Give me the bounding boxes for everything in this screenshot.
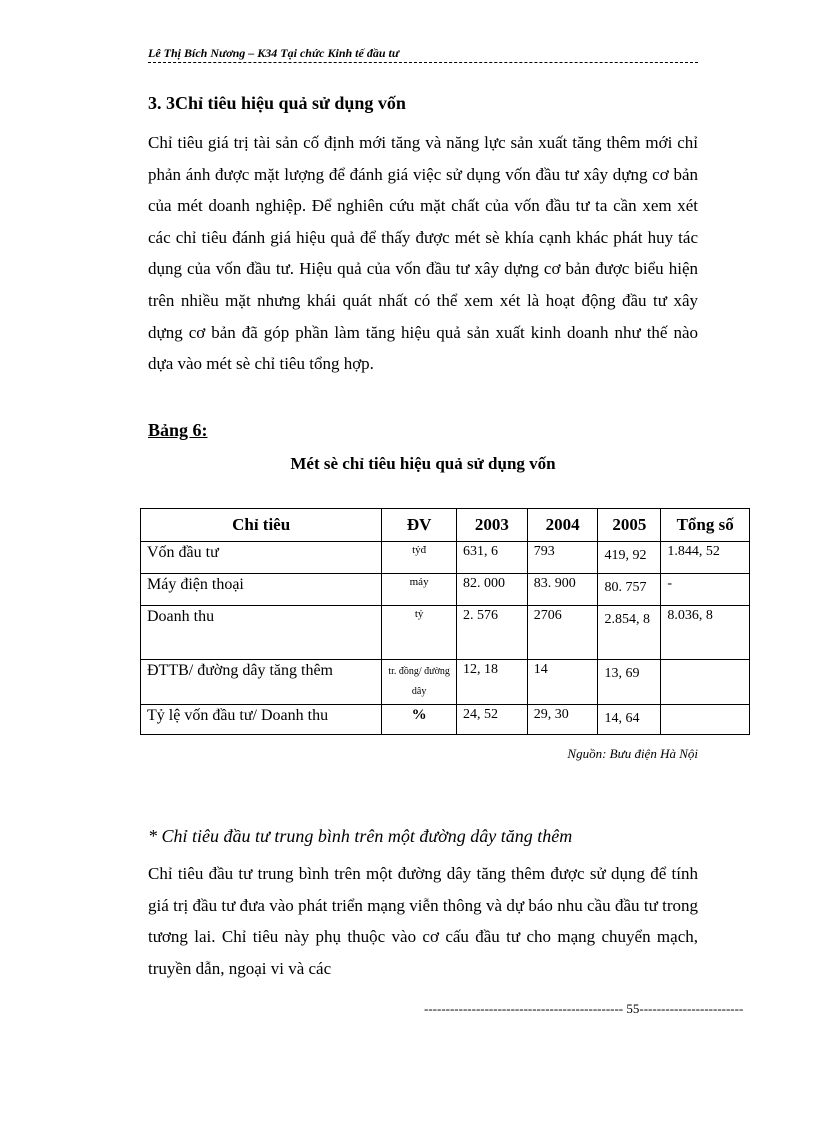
value-cell: 82. 000	[456, 574, 527, 606]
row-label: Tỷ lệ vốn đầu tư/ Doanh thu	[141, 705, 382, 735]
table-row	[141, 705, 750, 735]
table-header-row	[141, 509, 750, 542]
unit-cell: %	[382, 705, 457, 735]
table-row	[141, 606, 750, 660]
value-cell: 2.854, 8	[598, 606, 661, 660]
section-title: 3. 3Chỉ tiêu hiệu quả sử dụng vốn	[148, 93, 406, 113]
row-label: Doanh thu	[141, 606, 382, 660]
header-cell: 2004	[527, 509, 598, 542]
unit-cell: tỷđ	[382, 542, 457, 574]
row-label: ĐTTB/ đường dây tăng thêm	[141, 660, 382, 705]
footer-rule-left: ----------------------------------------------	[424, 1001, 624, 1016]
value-cell: 29, 30	[527, 705, 598, 735]
value-cell: 80. 757	[598, 574, 661, 606]
value-cell: 8.036, 8	[661, 606, 750, 660]
paragraph-intro: Chỉ tiêu giá trị tài sản cố định mới tăng và năng lực sản xuất tăng thêm mới chỉ phản ánh được mặt lượng để đánh giá việc sử dụng vốn đầu tư xây dựng cơ bản của mét doanh nghiệp. Để nghiên cứu mặt chất của vốn đầu tư ta cần xem xét các chỉ tiêu đánh giá hiệu quả để thấy được mét sè khía cạnh khác phát huy tác dụng của vốn đầu tư. Hiệu quả của vốn đầu tư xây dựng cơ bản được biểu hiện trên nhiều mặt nhưng khái quát nhất có thể xem xét là hoạt động đầu tư xây dựng cơ bản đã góp phần làm tăng hiệu quả sản xuất kinh doanh như thế nào dựa vào mét sè chỉ tiêu tổng hợp.	[148, 133, 698, 374]
indicators-table	[140, 508, 750, 735]
value-cell: 13, 69	[598, 660, 661, 705]
value-cell: 2706	[527, 606, 598, 660]
value-cell: 793	[527, 542, 598, 574]
page-footer	[424, 1001, 743, 1017]
sub-heading: * Chỉ tiêu đầu tư trung bình trên một đường dây tăng thêm	[148, 826, 573, 846]
table-label: Bảng 6:	[148, 420, 208, 440]
value-cell: 12, 18	[456, 660, 527, 705]
table-source: Nguồn: Bưu điện Hà Nội	[567, 746, 698, 761]
header-cell: ĐV	[382, 509, 457, 542]
row-label: Vốn đầu tư	[141, 542, 382, 574]
value-cell: 14	[527, 660, 598, 705]
value-cell: 1.844, 52	[661, 542, 750, 574]
unit-cell: tỷ	[382, 606, 457, 660]
table-row	[141, 660, 750, 705]
header-divider	[148, 62, 698, 63]
value-cell: 631, 6	[456, 542, 527, 574]
table-title: Mét sè chỉ tiêu hiệu quả sử dụng vốn	[290, 454, 556, 473]
row-label: Máy điện thoại	[141, 574, 382, 606]
header-cell: Tổng số	[661, 509, 750, 542]
value-cell: 14, 64	[598, 705, 661, 735]
unit-cell: máy	[382, 574, 457, 606]
value-cell	[661, 660, 750, 705]
footer-rule-right: ------------------------	[639, 1001, 744, 1016]
page-number: 55	[626, 1001, 640, 1016]
table-row	[141, 542, 750, 574]
header-cell: 2005	[598, 509, 661, 542]
value-cell: 24, 52	[456, 705, 527, 735]
value-cell: 83. 900	[527, 574, 598, 606]
table-row	[141, 574, 750, 606]
value-cell: 419, 92	[598, 542, 661, 574]
page-header: Lê Thị Bích Nương – K34 Tại chức Kinh tế đầu tư	[148, 46, 400, 60]
value-cell	[661, 705, 750, 735]
paragraph-average-investment: Chỉ tiêu đầu tư trung bình trên một đường dây tăng thêm được sử dụng để tính giá trị đầu tư đưa vào phát triển mạng viễn thông và dự báo nhu cầu đầu tư trong tương lai. Chỉ tiêu này phụ thuộc vào cơ cấu đầu tư cho mạng chuyển mạch, truyền dẫn, ngoại vi và các	[148, 864, 698, 978]
value-cell: 2. 576	[456, 606, 527, 660]
header-cell: Chỉ tiêu	[141, 509, 382, 542]
unit-cell: tr. đồng/ đường dây	[382, 660, 457, 705]
header-cell: 2003	[456, 509, 527, 542]
value-cell: -	[661, 574, 750, 606]
